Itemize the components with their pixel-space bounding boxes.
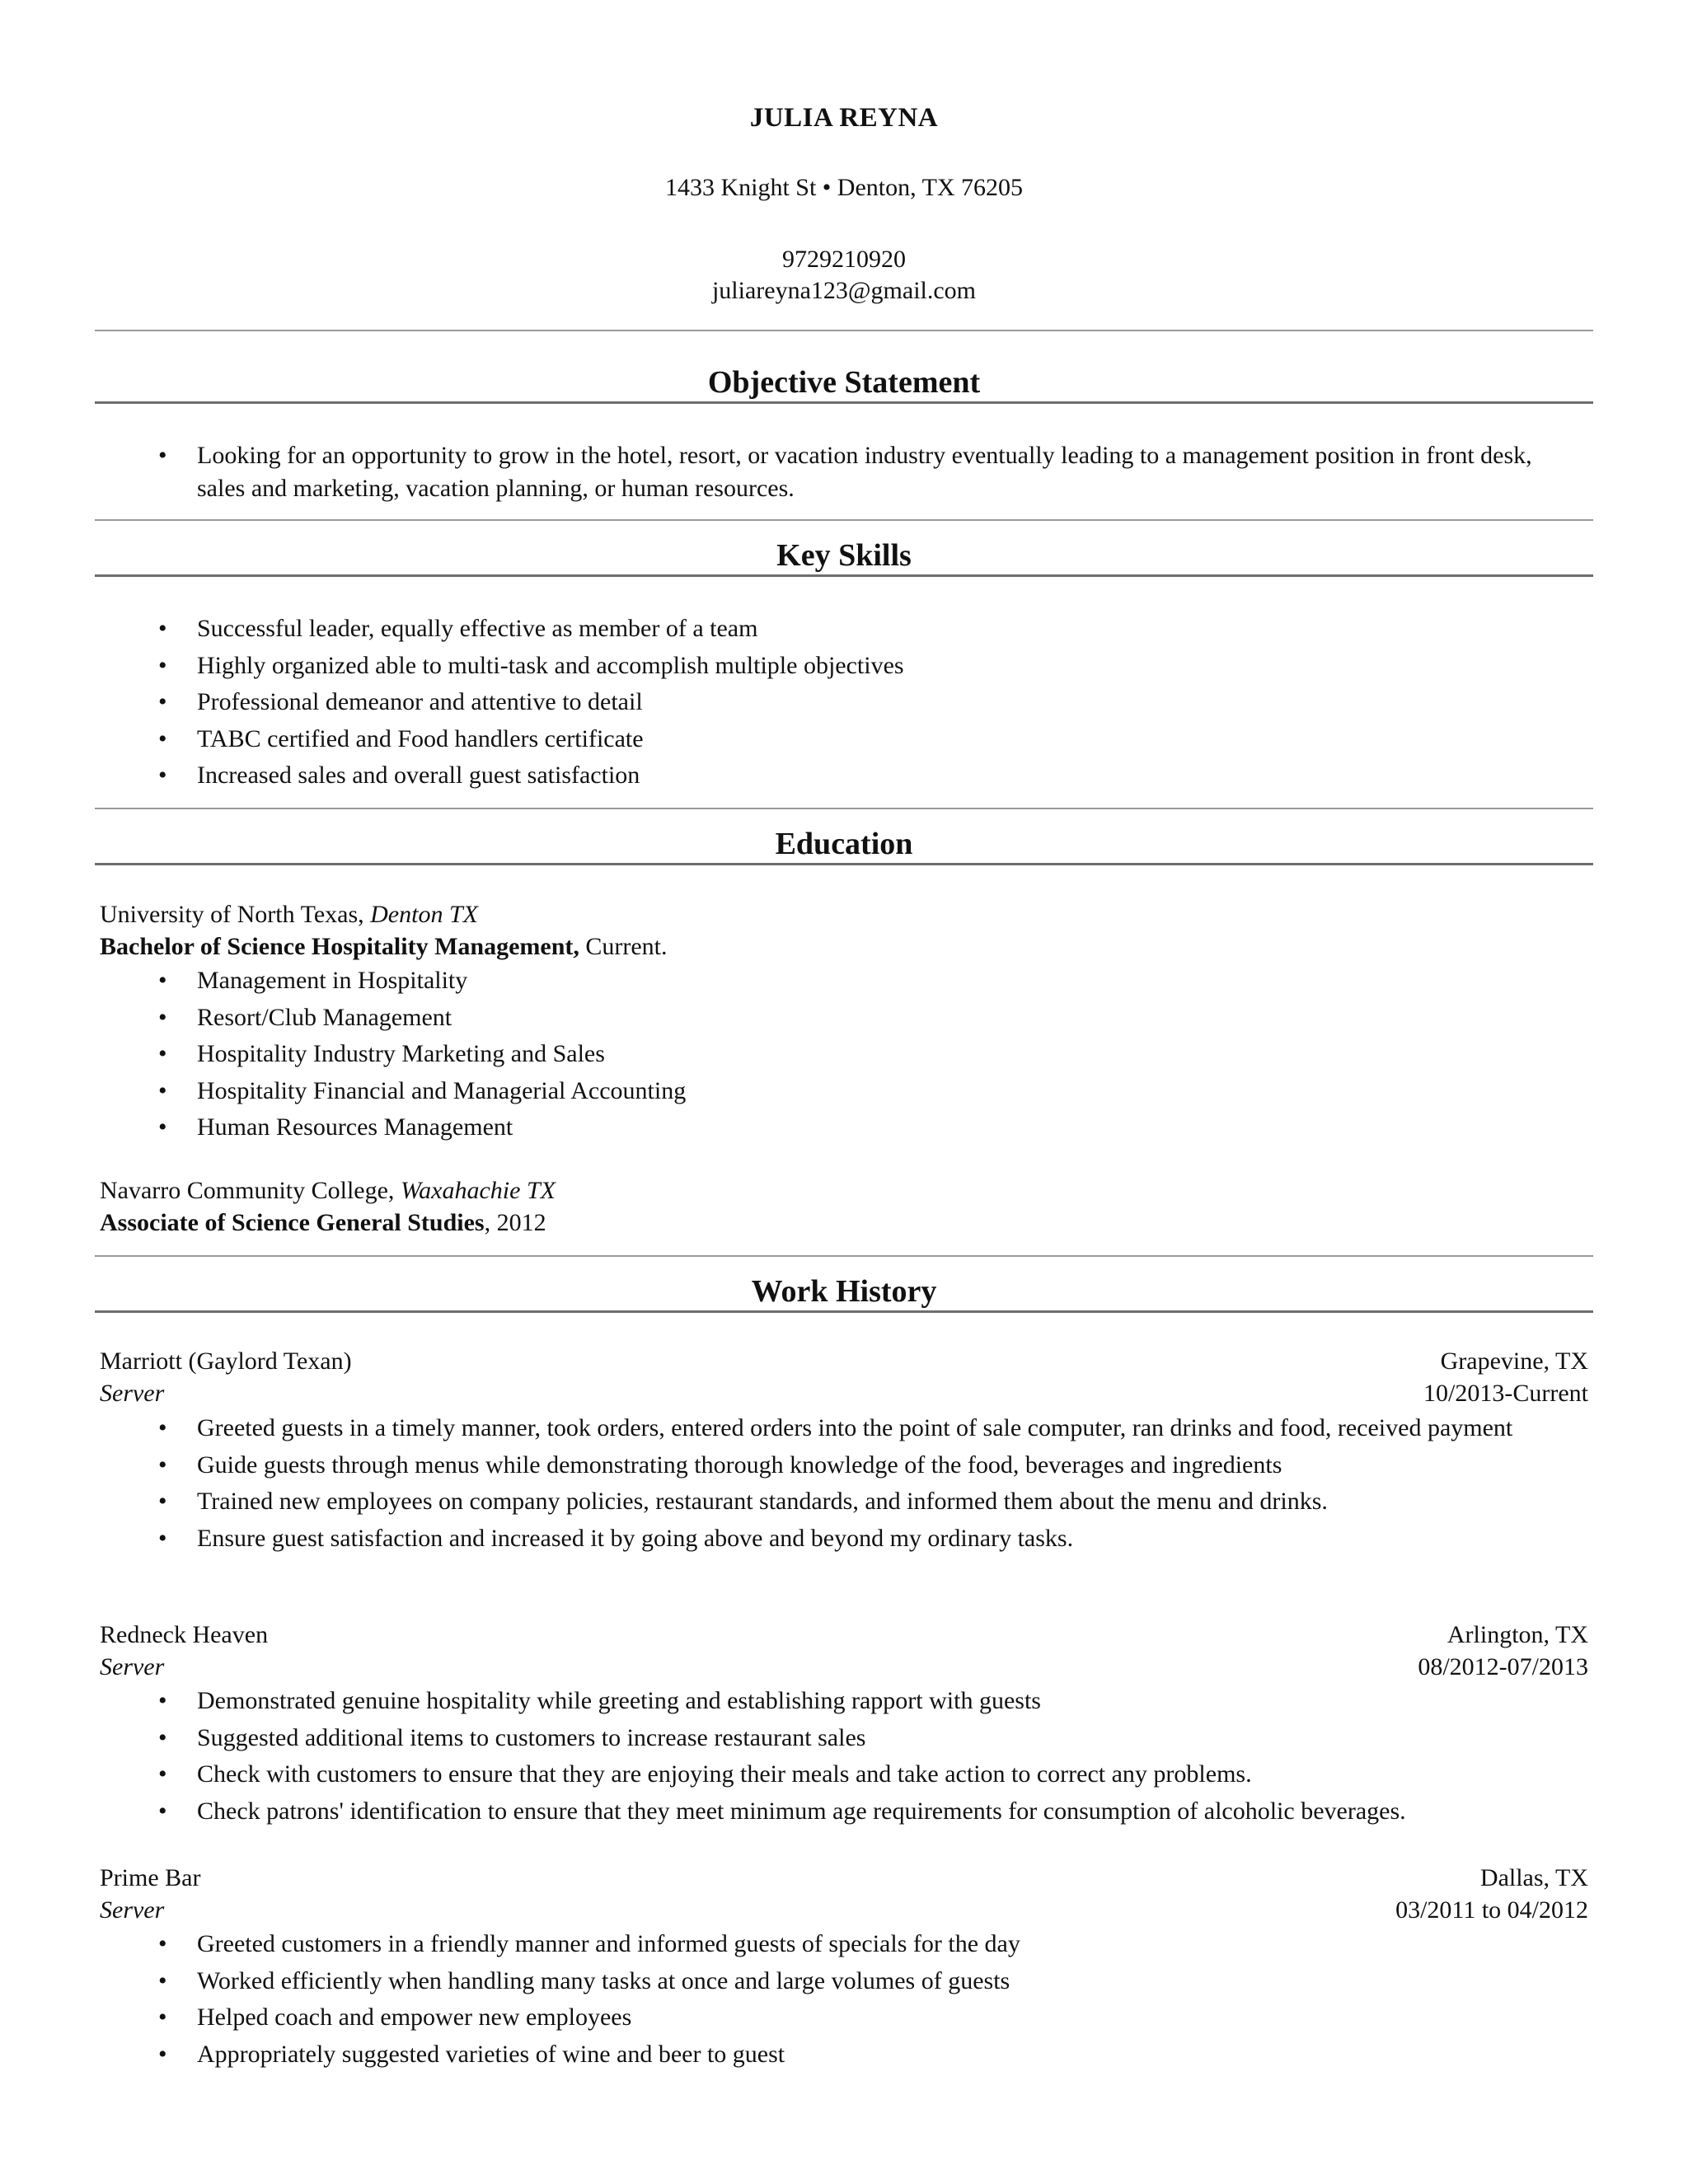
job-dates: 10/2013-Current [1423,1380,1588,1407]
list-item: • Ensure guest satisfaction and increased it by going above and beyond my ordinary tasks. [95,1522,1593,1555]
divider [95,519,1593,521]
job-location: Grapevine, TX [1440,1347,1588,1375]
list-item: • Guide guests through menus while demonstrating thorough knowledge of the food, beverages and ingredients [95,1449,1593,1482]
list-item: • Demonstrated genuine hospitality while greeting and establishing rapport with guests [95,1685,1593,1718]
list-item: • Looking for an opportunity to grow in the hotel, resort, or vacation industry eventually leading to a management position in front desk, sales and marketing, vacation planning, or human resources. [95,439,1593,505]
school-name: University of North Texas, [100,901,371,928]
list-item: • Suggested additional items to customers to increase restaurant sales [95,1722,1593,1755]
list-item: • Check patrons' identification to ensure that they meet minimum age requirements for consumption of alcoholic beverages. [95,1795,1593,1828]
list-item: • Resort/Club Management [95,1001,1593,1034]
duty-list [95,1928,1593,2074]
candidate-email: juliareyna123@gmail.com [711,277,977,304]
divider [95,863,1593,865]
divider [95,330,1593,331]
divider [95,808,1593,809]
employer-name: Redneck Heaven [100,1621,269,1648]
section-title-skills: Key Skills [776,538,912,573]
divider [95,401,1593,404]
list-item: • Hospitality Financial and Managerial Accounting [95,1075,1593,1108]
list-item: • Appropriately suggested varieties of wine and beer to guest [95,2038,1593,2071]
section-title-objective: Objective Statement [707,365,981,400]
job-location: Arlington, TX [1447,1621,1588,1648]
list-item: • Check with customers to ensure that they are enjoying their meals and take action to correct any problems. [95,1758,1593,1791]
section-title-education: Education [775,827,913,861]
divider [95,1310,1593,1313]
list-item: • Professional demeanor and attentive to detail [95,686,1593,719]
degree-line [100,930,1588,963]
objective-list [95,439,1593,509]
divider [95,574,1593,577]
resume-page [95,0,1593,2184]
course-list [95,964,1593,1148]
list-item: • Management in Hospitality [95,964,1593,997]
degree-detail: , 2012 [484,1209,546,1236]
job-role: Server [100,1653,165,1680]
job-role: Server [100,1896,165,1924]
list-item: • Highly organized able to multi-task and accomplish multiple objectives [95,649,1593,682]
degree-detail: Current. [579,933,668,960]
divider [95,1255,1593,1257]
school-location: Waxahachie TX [400,1177,556,1204]
degree-name: Associate of Science General Studies [100,1209,485,1236]
list-item: • Helped coach and empower new employees [95,2001,1593,2034]
employer-name: Prime Bar [100,1864,201,1891]
list-item: • Greeted customers in a friendly manner and informed guests of specials for the day [95,1928,1593,1961]
list-item: • Worked efficiently when handling many tasks at once and large volumes of guests [95,1965,1593,1998]
list-item: • TABC certified and Food handlers certificate [95,723,1593,756]
candidate-name: JULIA REYNA [749,103,939,133]
school-name: Navarro Community College, [100,1177,401,1204]
duty-list [95,1685,1593,1831]
job-location: Dallas, TX [1479,1864,1588,1891]
list-item: • Greeted guests in a timely manner, took orders, entered orders into the point of sale computer, ran drinks and food, received payment [95,1412,1593,1445]
school-location: Denton TX [370,901,478,928]
candidate-phone: 9729210920 [782,246,906,273]
candidate-address: 1433 Knight St • Denton, TX 76205 [664,174,1024,201]
skills-list [95,612,1593,796]
school-line [100,1174,1588,1207]
duty-list [95,1412,1593,1558]
school-line [100,898,1588,931]
job-role: Server [100,1380,165,1407]
degree-name: Bachelor of Science Hospitality Management, [100,933,579,960]
job-dates: 03/2011 to 04/2012 [1395,1896,1588,1924]
employer-name: Marriott (Gaylord Texan) [100,1347,352,1375]
job-dates: 08/2012-07/2013 [1418,1653,1588,1680]
list-item: • Increased sales and overall guest satisfaction [95,759,1593,792]
list-item: • Hospitality Industry Marketing and Sales [95,1038,1593,1071]
list-item: • Trained new employees on company policies, restaurant standards, and informed them about the menu and drinks. [95,1485,1593,1518]
list-item: • Successful leader, equally effective as member of a team [95,612,1593,645]
list-item: • Human Resources Management [95,1111,1593,1144]
section-title-work: Work History [751,1274,937,1309]
degree-line [100,1207,1588,1240]
